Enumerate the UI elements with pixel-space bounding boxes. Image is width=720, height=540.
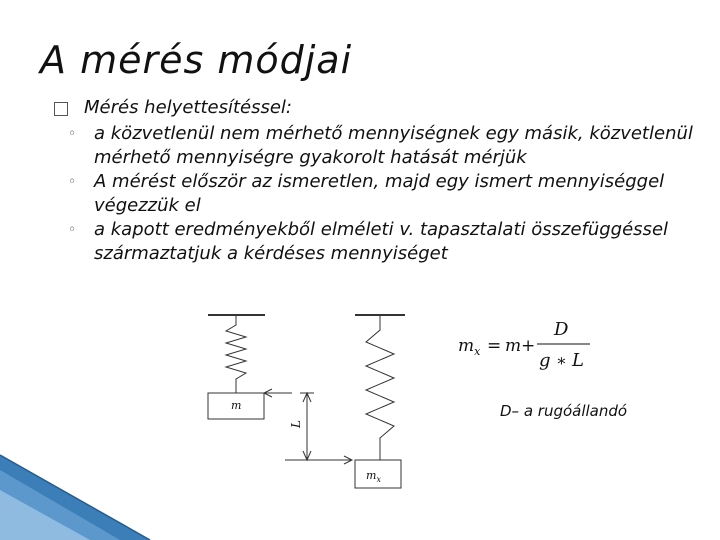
formula [458,319,590,371]
mass-left-label: m [231,399,242,412]
circle-bullet-icon: ◦ [68,126,77,142]
svg-text:mx: $m_x$ [458,336,481,358]
sub-bullet-text: a kapott eredményekből elméleti v. tapasztalati összefüggéssel származtatjuk a kérdéses mennyiséget [94,219,669,264]
sub-bullet-text: a közvetlenül nem mérhető mennyiségnek egy másik, közvetlenül mérhető mennyiségre gyakorolt hatását mérjük [94,123,693,168]
sub-bullet-text: A mérést először az ismeretlen, majd egy ismert mennyiséggel végezzük el [94,171,665,216]
mass-right-label: $m_x$ [366,469,381,484]
circle-bullet-icon: ◦ [68,174,77,190]
svg-text:D: D [554,319,569,340]
svg-text:∗: ∗ [556,351,567,370]
svg-text:=: = [487,336,502,356]
circle-bullet-icon: ◦ [68,222,77,238]
svg-text:g: g [539,350,551,371]
svg-text:L: L [572,350,584,371]
svg-text:+: + [521,336,536,356]
main-bullet-text: Mérés helyettesítéssel: [84,97,292,118]
slide-title: A mérés módjai [40,38,353,82]
length-label: L [289,420,303,428]
svg-text:m: m [505,336,522,356]
corner-decoration [0,455,150,540]
caption-spring-constant: D– a rugóállandó [500,402,628,420]
